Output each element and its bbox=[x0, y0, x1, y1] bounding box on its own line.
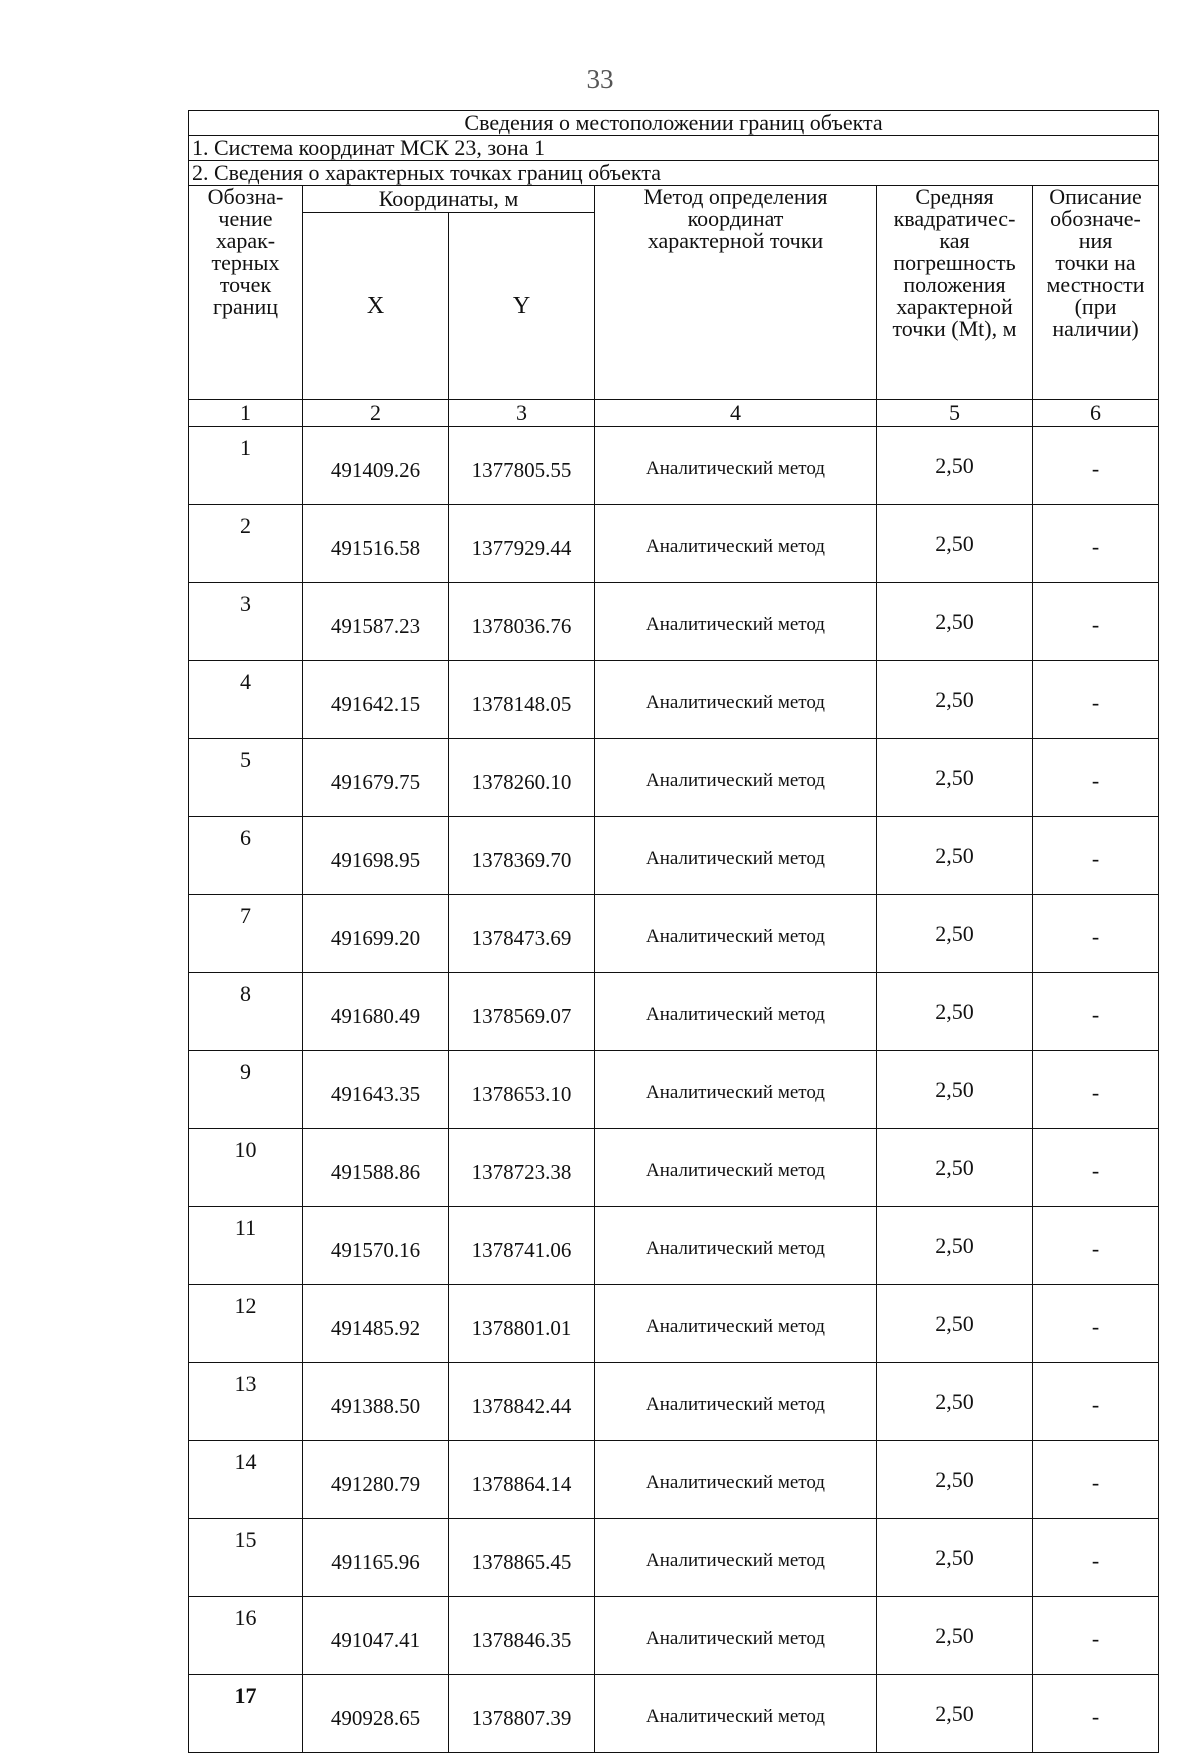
error-value-cell: 2,50 bbox=[877, 1051, 1033, 1129]
error-value-cell: 2,50 bbox=[877, 583, 1033, 661]
description-cell: - bbox=[1033, 895, 1159, 973]
point-id-cell: 7 bbox=[189, 895, 303, 973]
error-value-cell: 2,50 bbox=[877, 817, 1033, 895]
y-coordinate-cell: 1378036.76 bbox=[449, 583, 595, 661]
x-coordinate-cell: 491516.58 bbox=[303, 505, 449, 583]
column-number: 5 bbox=[877, 400, 1033, 427]
description-cell: - bbox=[1033, 1597, 1159, 1675]
x-coordinate-cell: 491698.95 bbox=[303, 817, 449, 895]
method-cell: Аналитический метод bbox=[595, 895, 877, 973]
description-cell: - bbox=[1033, 1285, 1159, 1363]
point-id-cell: 9 bbox=[189, 1051, 303, 1129]
point-id-cell: 5 bbox=[189, 739, 303, 817]
table-row bbox=[189, 1441, 1159, 1519]
table-row bbox=[189, 973, 1159, 1051]
point-id-cell: 8 bbox=[189, 973, 303, 1051]
method-cell: Аналитический метод bbox=[595, 1363, 877, 1441]
point-id-cell: 1 bbox=[189, 427, 303, 505]
description-cell: - bbox=[1033, 505, 1159, 583]
table-row bbox=[189, 817, 1159, 895]
method-cell: Аналитический метод bbox=[595, 427, 877, 505]
point-id-cell: 15 bbox=[189, 1519, 303, 1597]
method-cell: Аналитический метод bbox=[595, 1675, 877, 1753]
y-coordinate-cell: 1378864.14 bbox=[449, 1441, 595, 1519]
y-coordinate-cell: 1377805.55 bbox=[449, 427, 595, 505]
error-value-cell: 2,50 bbox=[877, 1363, 1033, 1441]
x-coordinate-cell: 491643.35 bbox=[303, 1051, 449, 1129]
description-cell: - bbox=[1033, 1363, 1159, 1441]
y-coordinate-cell: 1378723.38 bbox=[449, 1129, 595, 1207]
method-cell: Аналитический метод bbox=[595, 1051, 877, 1129]
column-number: 1 bbox=[189, 400, 303, 427]
y-coordinate-cell: 1378369.70 bbox=[449, 817, 595, 895]
point-id-cell: 11 bbox=[189, 1207, 303, 1285]
x-coordinate-cell: 491588.86 bbox=[303, 1129, 449, 1207]
x-coordinate-cell: 491642.15 bbox=[303, 661, 449, 739]
description-cell: - bbox=[1033, 1129, 1159, 1207]
y-coordinate-cell: 1378260.10 bbox=[449, 739, 595, 817]
error-value-cell: 2,50 bbox=[877, 1519, 1033, 1597]
table-row bbox=[189, 505, 1159, 583]
error-value-cell: 2,50 bbox=[877, 973, 1033, 1051]
method-cell: Аналитический метод bbox=[595, 1519, 877, 1597]
y-coordinate-cell: 1378148.05 bbox=[449, 661, 595, 739]
x-coordinate-cell: 490928.65 bbox=[303, 1675, 449, 1753]
method-cell: Аналитический метод bbox=[595, 505, 877, 583]
point-id-cell: 10 bbox=[189, 1129, 303, 1207]
point-id-cell: 16 bbox=[189, 1597, 303, 1675]
x-coordinate-cell: 491679.75 bbox=[303, 739, 449, 817]
x-coordinate-cell: 491409.26 bbox=[303, 427, 449, 505]
header-y: Y bbox=[449, 213, 595, 400]
error-value-cell: 2,50 bbox=[877, 1207, 1033, 1285]
page-number: 33 bbox=[586, 64, 614, 94]
method-cell: Аналитический метод bbox=[595, 661, 877, 739]
description-cell: - bbox=[1033, 661, 1159, 739]
method-cell: Аналитический метод bbox=[595, 583, 877, 661]
error-value-cell: 2,50 bbox=[877, 427, 1033, 505]
x-coordinate-cell: 491680.49 bbox=[303, 973, 449, 1051]
point-id-cell: 3 bbox=[189, 583, 303, 661]
description-cell: - bbox=[1033, 1675, 1159, 1753]
column-number: 3 bbox=[449, 400, 595, 427]
point-id-cell: 17 bbox=[189, 1675, 303, 1753]
description-cell: - bbox=[1033, 739, 1159, 817]
header-x: X bbox=[303, 213, 449, 400]
y-coordinate-cell: 1378807.39 bbox=[449, 1675, 595, 1753]
method-cell: Аналитический метод bbox=[595, 817, 877, 895]
table-row bbox=[189, 1129, 1159, 1207]
description-cell: - bbox=[1033, 583, 1159, 661]
table-title: Сведения о местоположении границ объекта bbox=[189, 111, 1159, 136]
x-coordinate-cell: 491047.41 bbox=[303, 1597, 449, 1675]
description-cell: - bbox=[1033, 1207, 1159, 1285]
header-method bbox=[595, 186, 877, 400]
table-row bbox=[189, 1363, 1159, 1441]
y-coordinate-cell: 1378653.10 bbox=[449, 1051, 595, 1129]
y-coordinate-cell: 1378865.45 bbox=[449, 1519, 595, 1597]
error-value-cell: 2,50 bbox=[877, 1441, 1033, 1519]
description-cell: - bbox=[1033, 1441, 1159, 1519]
y-coordinate-cell: 1378473.69 bbox=[449, 895, 595, 973]
error-value-cell: 2,50 bbox=[877, 1675, 1033, 1753]
description-cell: - bbox=[1033, 817, 1159, 895]
description-cell: - bbox=[1033, 1051, 1159, 1129]
x-coordinate-cell: 491570.16 bbox=[303, 1207, 449, 1285]
table-row bbox=[189, 427, 1159, 505]
header-error bbox=[877, 186, 1033, 400]
x-coordinate-cell: 491165.96 bbox=[303, 1519, 449, 1597]
point-id-cell: 4 bbox=[189, 661, 303, 739]
y-coordinate-cell: 1378741.06 bbox=[449, 1207, 595, 1285]
description-cell: - bbox=[1033, 973, 1159, 1051]
column-number: 6 bbox=[1033, 400, 1159, 427]
header-method-text: Метод определения координат характерной точки bbox=[643, 184, 828, 253]
x-coordinate-cell: 491280.79 bbox=[303, 1441, 449, 1519]
table-row bbox=[189, 1597, 1159, 1675]
header-error-text: Средняя квадратичес- кая погрешность положения характерной точки (Mt), м bbox=[892, 184, 1017, 341]
header-designation-text: Обозна- чение харак- терных точек границ bbox=[207, 184, 284, 319]
error-value-cell: 2,50 bbox=[877, 661, 1033, 739]
header-description-text: Описание обозначе- ния точки на местности (при наличии) bbox=[1046, 184, 1145, 341]
y-coordinate-cell: 1378842.44 bbox=[449, 1363, 595, 1441]
method-cell: Аналитический метод bbox=[595, 1129, 877, 1207]
header-designation bbox=[189, 186, 303, 400]
table-row bbox=[189, 895, 1159, 973]
method-cell: Аналитический метод bbox=[595, 1597, 877, 1675]
description-cell: - bbox=[1033, 427, 1159, 505]
point-id-cell: 12 bbox=[189, 1285, 303, 1363]
error-value-cell: 2,50 bbox=[877, 895, 1033, 973]
table-row bbox=[189, 1207, 1159, 1285]
table-row bbox=[189, 739, 1159, 817]
y-coordinate-cell: 1378569.07 bbox=[449, 973, 595, 1051]
column-number-row bbox=[189, 400, 1159, 427]
method-cell: Аналитический метод bbox=[595, 1285, 877, 1363]
error-value-cell: 2,50 bbox=[877, 505, 1033, 583]
x-coordinate-cell: 491587.23 bbox=[303, 583, 449, 661]
table-row bbox=[189, 1675, 1159, 1753]
x-coordinate-cell: 491388.50 bbox=[303, 1363, 449, 1441]
x-coordinate-cell: 491699.20 bbox=[303, 895, 449, 973]
error-value-cell: 2,50 bbox=[877, 1597, 1033, 1675]
point-id-cell: 2 bbox=[189, 505, 303, 583]
header-description bbox=[1033, 186, 1159, 400]
x-coordinate-cell: 491485.92 bbox=[303, 1285, 449, 1363]
y-coordinate-cell: 1377929.44 bbox=[449, 505, 595, 583]
method-cell: Аналитический метод bbox=[595, 1441, 877, 1519]
column-number: 4 bbox=[595, 400, 877, 427]
method-cell: Аналитический метод bbox=[595, 739, 877, 817]
point-id-cell: 14 bbox=[189, 1441, 303, 1519]
method-cell: Аналитический метод bbox=[595, 973, 877, 1051]
point-id-cell: 13 bbox=[189, 1363, 303, 1441]
y-coordinate-cell: 1378801.01 bbox=[449, 1285, 595, 1363]
table-row bbox=[189, 1051, 1159, 1129]
point-id-cell: 6 bbox=[189, 817, 303, 895]
table-row bbox=[189, 1519, 1159, 1597]
description-cell: - bbox=[1033, 1519, 1159, 1597]
table-row bbox=[189, 1285, 1159, 1363]
y-coordinate-cell: 1378846.35 bbox=[449, 1597, 595, 1675]
section-heading: 2. Сведения о характерных точках границ объекта bbox=[189, 161, 1159, 186]
method-cell: Аналитический метод bbox=[595, 1207, 877, 1285]
error-value-cell: 2,50 bbox=[877, 1285, 1033, 1363]
column-number: 2 bbox=[303, 400, 449, 427]
coordinate-system-label: 1. Система координат МСК 23, зона 1 bbox=[189, 136, 1159, 161]
table-row bbox=[189, 583, 1159, 661]
error-value-cell: 2,50 bbox=[877, 739, 1033, 817]
table-row bbox=[189, 661, 1159, 739]
header-coordinates: Координаты, м bbox=[303, 186, 595, 213]
error-value-cell: 2,50 bbox=[877, 1129, 1033, 1207]
boundary-points-table bbox=[188, 110, 1159, 1753]
